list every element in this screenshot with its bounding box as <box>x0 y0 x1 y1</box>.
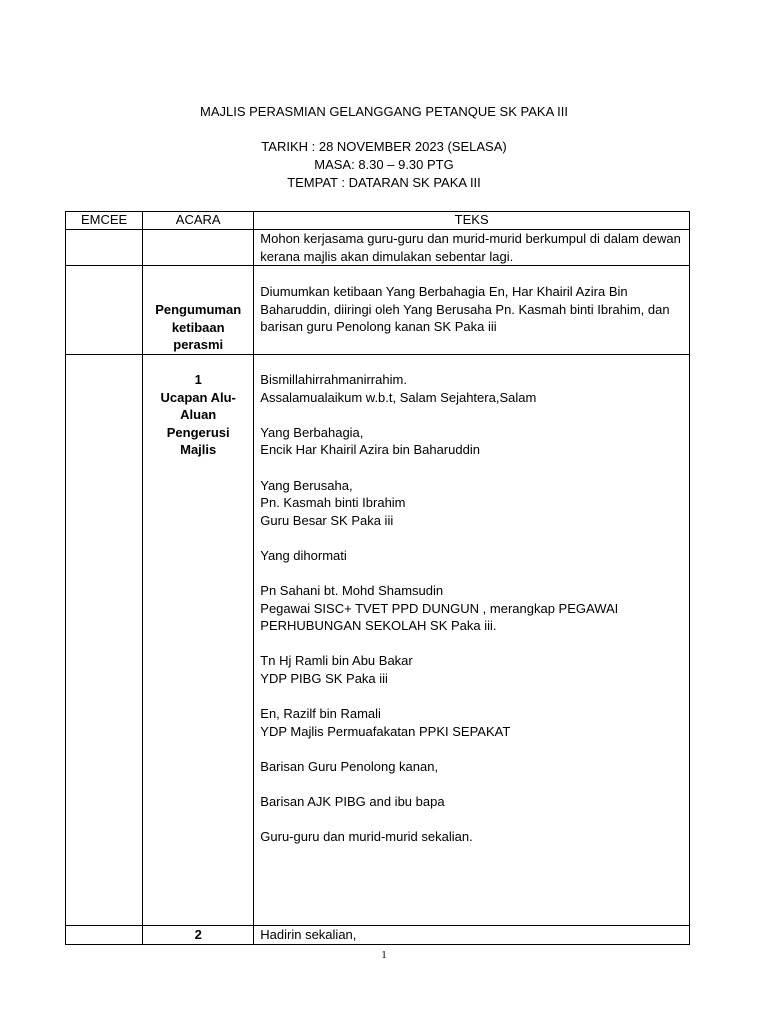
teks-cell <box>254 925 690 944</box>
teks-cell <box>254 354 690 925</box>
teks-paragraph: Barisan Guru Penolong kanan, <box>260 759 439 775</box>
header-emcee: EMCEE <box>66 212 143 230</box>
teks-paragraph: Bismillahirrahmanirrahim. Assalamualaikum w.b.t, Salam Sejahtera,Salam <box>260 371 537 405</box>
header-acara: ACARA <box>143 212 254 230</box>
teks-paragraph: Diumumkan ketibaan Yang Berbahagia En, Har Khairil Azira Bin Baharuddin, diiringi oleh Yang Berusaha Pn. Kasmah binti Ibrahim, dan barisan guru Penolong kanan SK Paka iii <box>260 284 670 335</box>
table-row <box>66 266 690 355</box>
teks-paragraph: Hadirin sekalian, <box>260 926 357 942</box>
emcee-cell <box>66 230 143 266</box>
acara-cell <box>143 354 254 925</box>
table-row <box>66 925 690 944</box>
teks-paragraph: Pn Sahani bt. Mohd Shamsudin Pegawai SISC+ TVET PPD DUNGUN , merangkap PEGAWAI PERHUBUNGAN SEKOLAH SK Paka iii. <box>260 583 619 634</box>
teks-paragraph: En, Razilf bin Ramali YDP Majlis Permuafakatan PPKI SEPAKAT <box>260 706 511 739</box>
teks-paragraph: Tn Hj Ramli bin Abu Bakar YDP PIBG SK Paka iii <box>260 653 413 687</box>
emcee-cell <box>66 925 143 944</box>
teks-paragraph: Yang dihormati <box>260 547 347 563</box>
acara-cell <box>143 925 254 944</box>
teks-paragraph: Mohon kerjasama guru-guru dan murid-murid berkumpul di dalam dewan kerana majlis akan dimulakan sebentar lagi. <box>260 231 681 264</box>
acara-cell <box>143 266 254 355</box>
table-header-row <box>66 212 690 230</box>
teks-paragraph: Yang Berusaha, Pn. Kasmah binti Ibrahim Guru Besar SK Paka iii <box>260 477 406 528</box>
acara-number: 2 <box>194 926 202 942</box>
acara-label: Ucapan Alu-Aluan Pengerusi Majlis <box>160 389 236 458</box>
document-title: MAJLIS PERASMIAN GELANGGANG PETANQUE SK PAKA III <box>200 104 568 119</box>
teks-paragraph: Yang Berbahagia, Encik Har Khairil Azira bin Baharuddin <box>260 424 480 458</box>
header-teks: TEKS <box>254 212 690 230</box>
teks-paragraph: Guru-guru dan murid-murid sekalian. <box>260 829 473 845</box>
time-line: MASA: 8.30 – 9.30 PTG <box>314 157 454 172</box>
acara-number: 1 <box>194 371 202 387</box>
date-line: TARIKH : 28 NOVEMBER 2023 (SELASA) <box>261 139 507 154</box>
acara-label: Pengumuman ketibaan perasmi <box>155 302 242 353</box>
emcee-cell <box>66 354 143 925</box>
page-number: 1 <box>381 949 387 961</box>
venue-line: TEMPAT : DATARAN SK PAKA III <box>287 175 481 190</box>
teks-paragraph: Barisan AJK PIBG and ibu bapa <box>260 794 445 810</box>
teks-cell <box>254 230 690 266</box>
emcee-cell <box>66 266 143 355</box>
program-table <box>65 211 690 945</box>
teks-cell <box>254 266 690 355</box>
table-row <box>66 354 690 925</box>
acara-cell <box>143 230 254 266</box>
table-row <box>66 230 690 266</box>
